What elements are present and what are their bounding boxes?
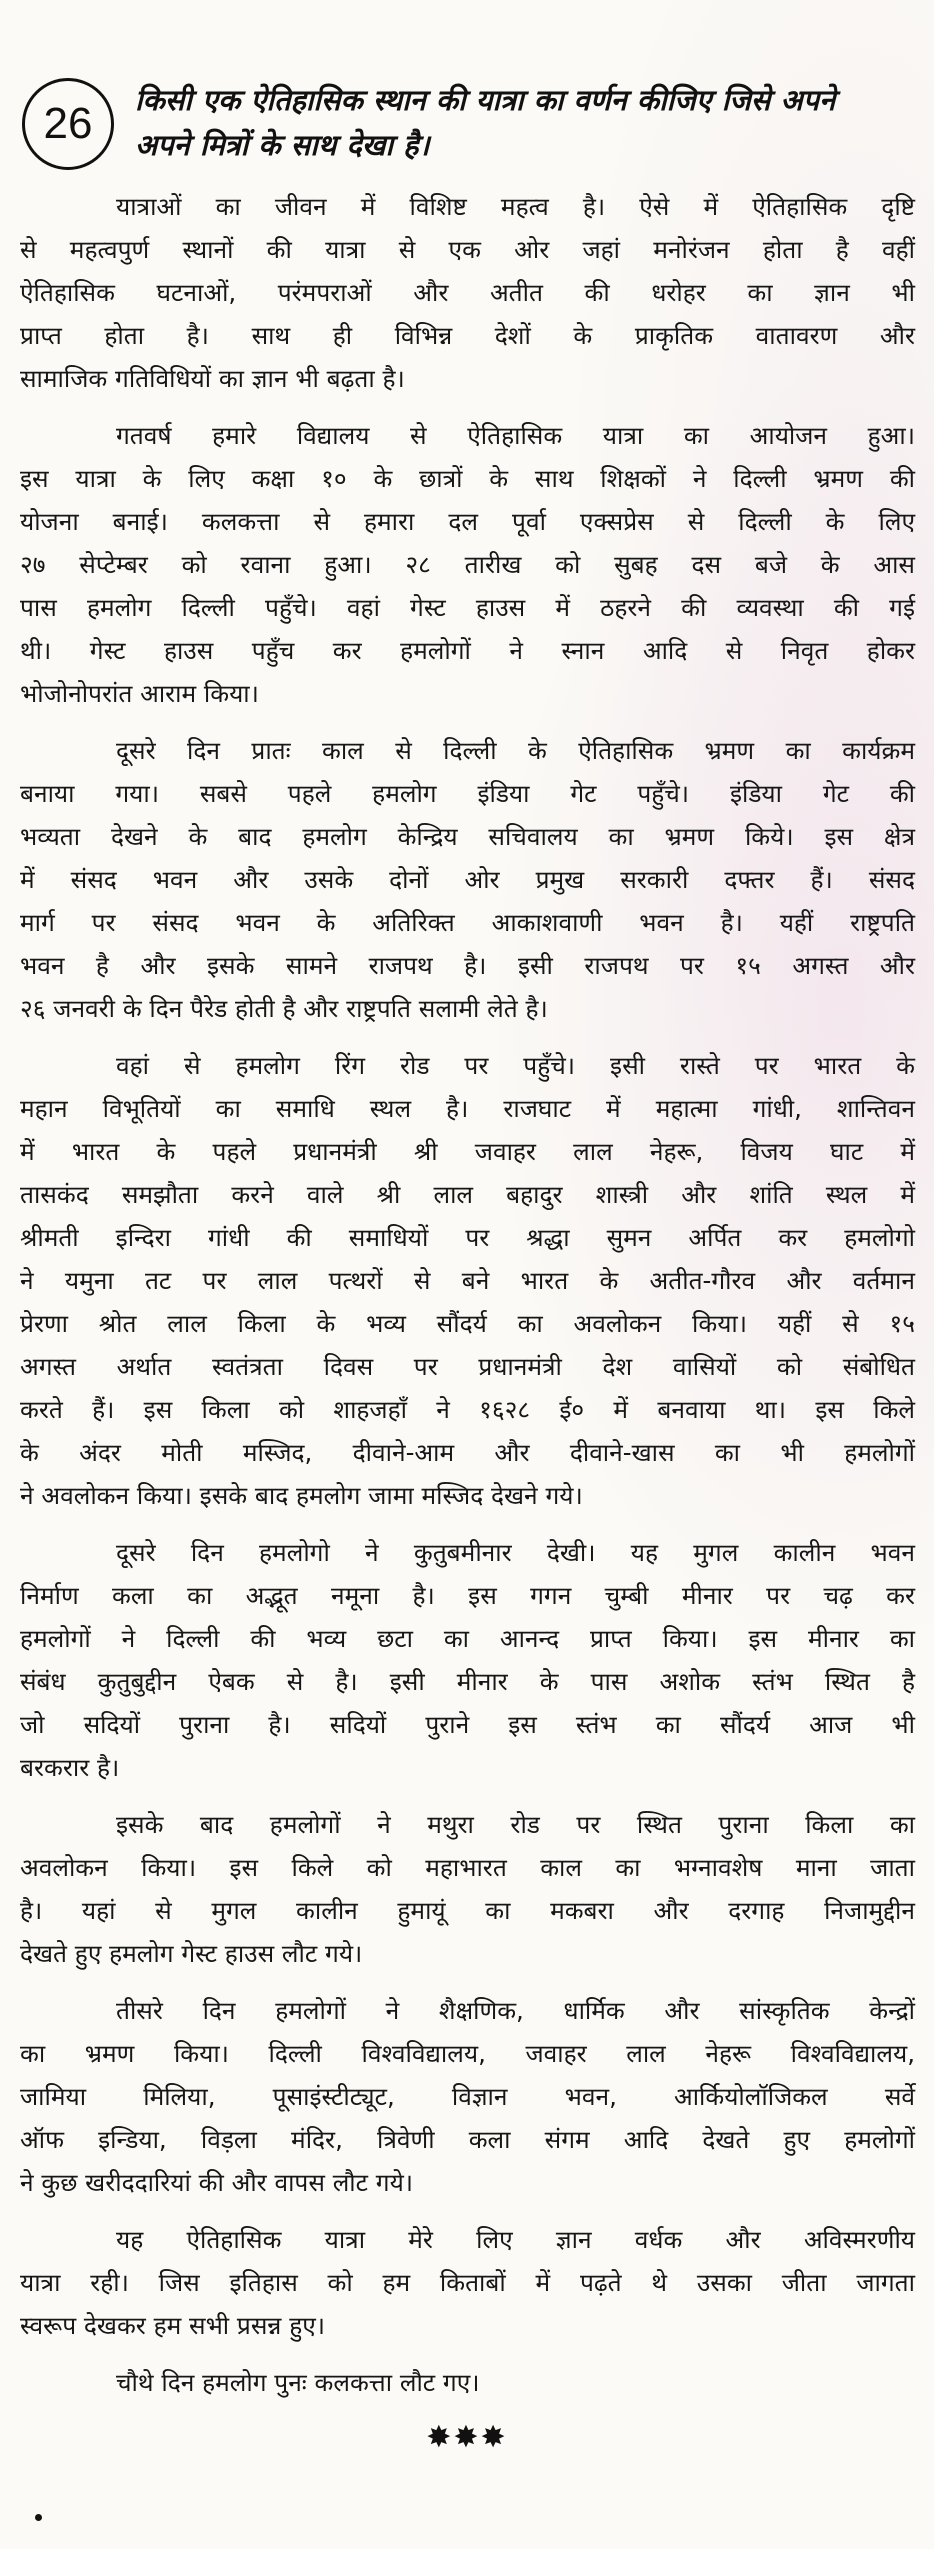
paragraph-5 [20,1531,915,1789]
text-line: तासकंद समझौता करने वाले श्री लाल बहादुर शास्त्री और शांति स्थल में [20,1180,915,1209]
text-line: अवलोकन किया। इस किले को महाभारत काल का भग्नावशेष माना जाता [20,1853,915,1882]
text-line: दूसरे दिन प्रातः काल से दिल्ली के ऐतिहासिक भ्रमण का कार्यक्रम [116,736,915,765]
text-line: का भ्रमण किया। दिल्ली विश्वविद्यालय, जवाहर लाल नेहरू विश्वविद्यालय, [20,2039,915,2068]
text-line: श्रीमती इन्दिरा गांधी की समाधियों पर श्रद्धा सुमन अर्पित कर हमलोगो [20,1223,915,1252]
text-line: ऐतिहासिक घटनाओं, परंमपराओं और अतीत की धरोहर का ज्ञान भी [20,278,915,307]
text-line: मार्ग पर संसद भवन के अतिरिक्त आकाशवाणी भवन है। यहीं राष्ट्रपति [20,908,915,937]
question-line: अपने मित्रों के साथ देखा है। [135,128,430,162]
text-line: प्राप्त होता है। साथ ही विभिन्न देशों के प्राकृतिक वातावरण और [20,321,915,350]
text-line: जामिया मिलिया, पूसाइंस्टीट्यूट, विज्ञान भवन, आर्कियोलॉजिकल सर्वे [20,2082,915,2111]
text-line: में भारत के पहले प्रधानमंत्री श्री जवाहर लाल नेहरू, विजय घाट में [20,1137,915,1166]
text-line: निर्माण कला का अद्भूत नमूना है। इस गगन चुम्बी मीनार पर चढ़ कर [20,1581,915,1610]
text-line: यात्राओं का जीवन में विशिष्ट महत्व है। ऐसे में ऐतिहासिक दृष्टि [116,192,915,221]
paragraph-9 [20,2361,915,2404]
text-line: है। यहां से मुगल कालीन हुमायूं का मकबरा और दरगाह निजामुद्दीन [20,1896,915,1925]
question-heading [135,78,915,168]
text-line: इस यात्रा के लिए कक्षा १० के छात्रों के साथ शिक्षकों ने दिल्ली भ्रमण की [20,464,915,493]
text-line: स्वरूप देखकर हम सभी प्रसन्न हुए। [20,2311,326,2340]
text-line: दूसरे दिन हमलोगो ने कुतुबमीनार देखी। यह मुगल कालीन भवन [116,1538,915,1567]
text-line: भव्यता देखने के बाद हमलोग केन्द्रिय सचिवालय का भ्रमण किये। इस क्षेत्र [20,822,915,851]
text-line: थी। गेस्ट हाउस पहुँच कर हमलोगों ने स्नान आदि से निवृत होकर [20,636,915,665]
page-mark-dot [35,2514,42,2521]
text-line: वहां से हमलोग रिंग रोड पर पहुँचे। इसी रास्ते पर भारत के [116,1051,915,1080]
text-line: यह ऐतिहासिक यात्रा मेरे लिए ज्ञान वर्धक और अविस्मरणीय [116,2225,915,2254]
paragraph-8 [20,2218,915,2347]
question-line: किसी एक ऐतिहासिक स्थान की यात्रा का वर्णन कीजिए जिसे अपने [135,83,836,117]
text-line: प्रेरणा श्रोत लाल किला के भव्य सौंदर्य का अवलोकन किया। यहीं से १५ [20,1309,915,1338]
text-line: बरकरार है। [20,1753,120,1782]
text-line: हमलोगों ने दिल्ली की भव्य छटा का आनन्द प्राप्त किया। इस मीनार का [20,1624,915,1653]
text-line: ने कुछ खरीददारियां की और वापस लौट गये। [20,2168,414,2197]
paragraph-3 [20,729,915,1030]
text-line: भोजोनोपरांत आराम किया। [20,679,259,708]
essay-body [20,185,915,2418]
text-line: करते हैं। इस किला को शाहजहाँ ने १६२८ ई० में बनवाया था। इस किले [20,1395,915,1424]
paragraph-4 [20,1044,915,1517]
text-line: महान विभूतियों का समाधि स्थल है। राजघाट में महात्मा गांधी, शान्तिवन [20,1094,915,1123]
paragraph-2 [20,414,915,715]
text-line: जो सदियों पुराना है। सदियों पुराने इस स्तंभ का सौंदर्य आज भी [20,1710,915,1739]
text-line: अगस्त अर्थात स्वतंत्रता दिवस पर प्रधानमंत्री देश वासियों को संबोधित [20,1352,915,1381]
text-line: देखते हुए हमलोग गेस्ट हाउस लौट गये। [20,1939,363,1968]
text-line: से महत्वपुर्ण स्थानों की यात्रा से एक ओर जहां मनोरंजन होता है वहीं [20,235,915,264]
text-line: यात्रा रही। जिस इतिहास को हम किताबों में पढ़ते थे उसका जीता जागता [20,2268,915,2297]
paragraph-7 [20,1989,915,2204]
paragraph-6 [20,1803,915,1975]
text-line: २६ जनवरी के दिन पैरेड होती है और राष्ट्रपति सलामी लेते है। [20,994,548,1023]
text-line: पास हमलोग दिल्ली पहुँचे। वहां गेस्ट हाउस में ठहरने की व्यवस्था की गई [20,593,915,622]
footer-ornament: ✸✸✸ [426,2420,508,2455]
text-line: २७ सेप्टेम्बर को रवाना हुआ। २८ तारीख को सुबह दस बजे के आस [20,550,915,579]
text-line: चौथे दिन हमलोग पुनः कलकत्ता लौट गए। [116,2368,480,2397]
text-line: इसके बाद हमलोगों ने मथुरा रोड पर स्थित पुराना किला का [116,1810,915,1839]
question-number-badge [22,78,114,170]
text-line: संबंध कुतुबुद्दीन ऐबक से है। इसी मीनार के पास अशोक स्तंभ स्थित है [20,1667,915,1696]
text-line: भवन है और इसके सामने राजपथ है। इसी राजपथ पर १५ अगस्त और [20,951,915,980]
text-line: में संसद भवन और उसके दोनों ओर प्रमुख सरकारी दफ्तर हैं। संसद [20,865,915,894]
text-line: सामाजिक गतिविधियों का ज्ञान भी बढ़ता है। [20,364,405,393]
text-line: गतवर्ष हमारे विद्यालय से ऐतिहासिक यात्रा का आयोजन हुआ। [116,421,915,450]
text-line: के अंदर मोती मस्जिद, दीवाने-आम और दीवाने-खास का भी हमलोगों [20,1438,915,1467]
text-line: ने अवलोकन किया। इसके बाद हमलोग जामा मस्जिद देखने गये। [20,1481,583,1510]
text-line: तीसरे दिन हमलोगों ने शैक्षणिक, धार्मिक और सांस्कृतिक केन्द्रों [116,1996,915,2025]
text-line: ने यमुना तट पर लाल पत्थरों से बने भारत के अतीत-गौरव और वर्तमान [20,1266,915,1295]
text-line: योजना बनाई। कलकत्ता से हमारा दल पूर्वा एक्सप्रेस से दिल्ली के लिए [20,507,915,536]
question-number: 26 [43,99,93,148]
text-line: ऑफ इन्डिया, विड़ला मंदिर, त्रिवेणी कला संगम आदि देखते हुए हमलोगों [20,2125,915,2154]
text-line: बनाया गया। सबसे पहले हमलोग इंडिया गेट पहुँचे। इंडिया गेट की [20,779,915,808]
paragraph-1 [20,185,915,400]
